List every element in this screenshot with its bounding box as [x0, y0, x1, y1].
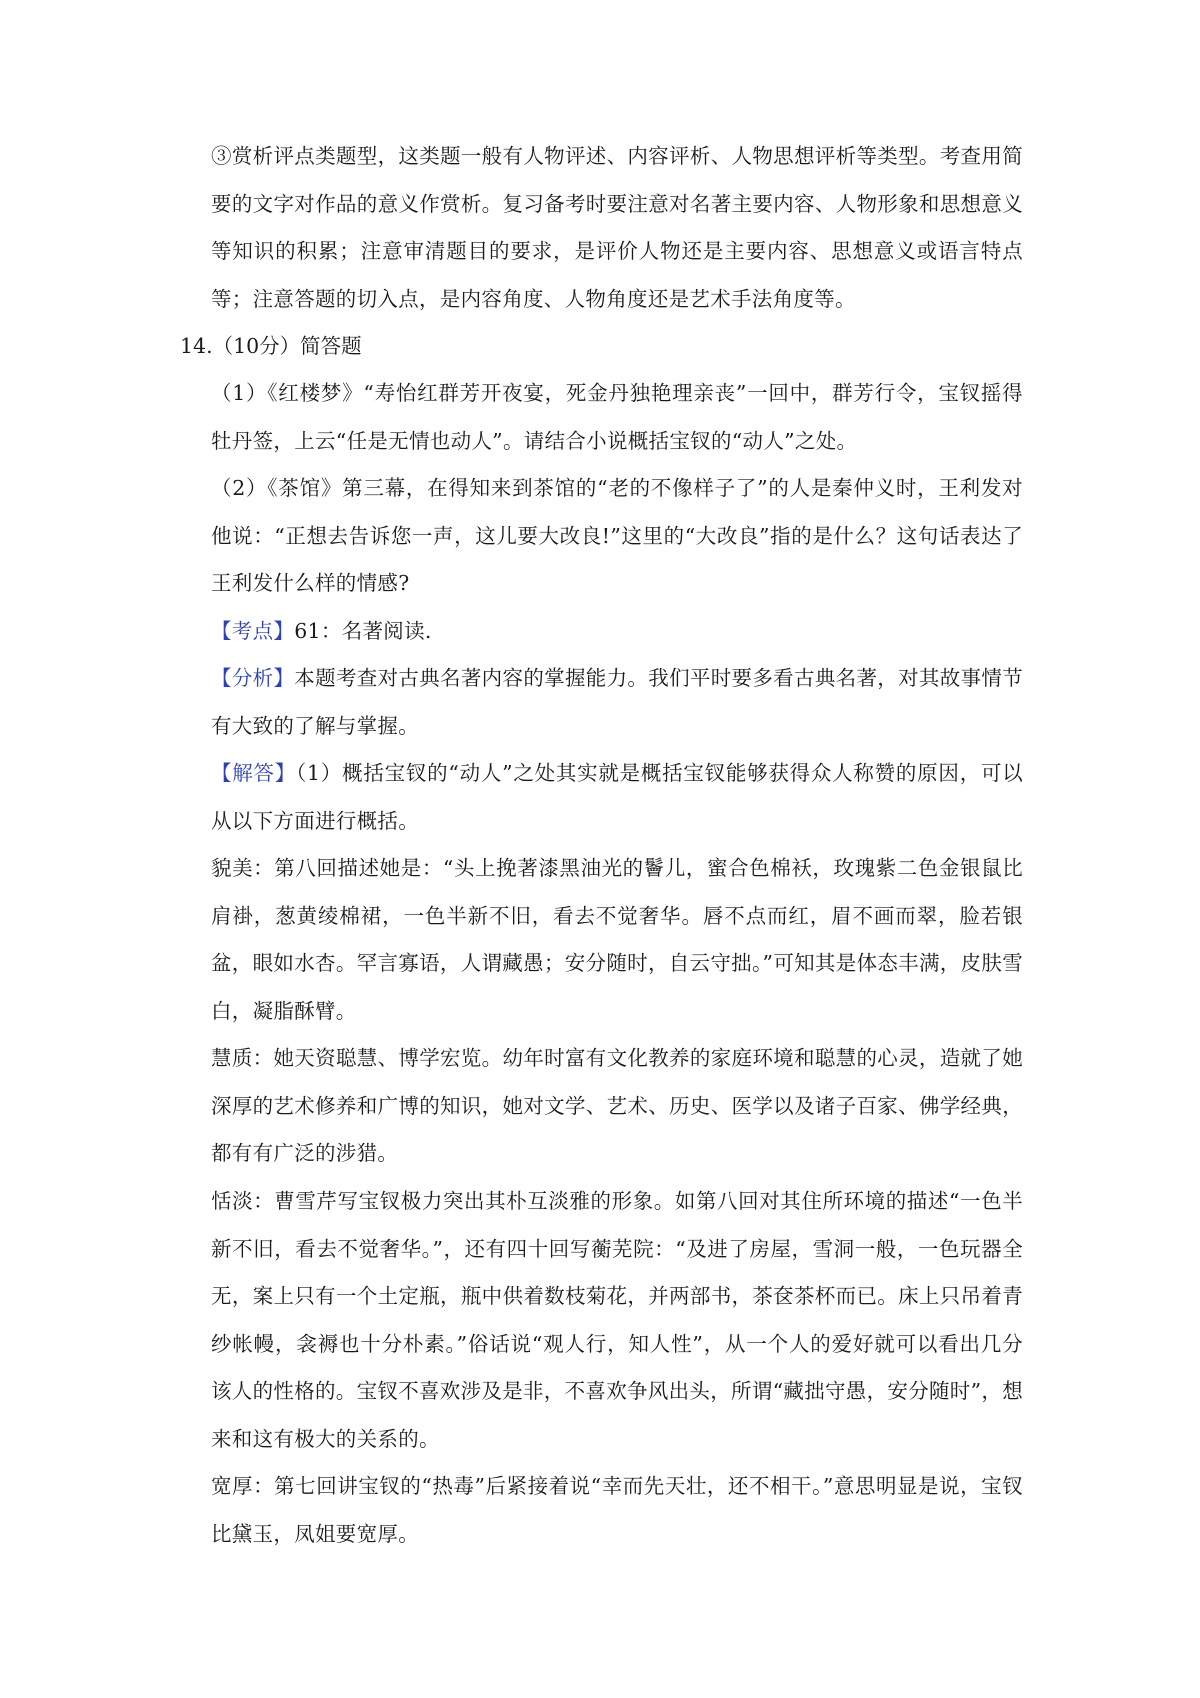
- fenxi-text: 本题考查对古典名著内容的掌握能力。我们平时要多看古典名著，对其故事情节有大致的了解与掌握。: [211, 666, 1024, 738]
- question-part-2: （2）《茶馆》第三幕，在得知来到茶馆的“老的不像样子了”的人是秦仲义时，王利发对他说：“正想去告诉您一声，这儿要大改良!”这里的“大改良”指的是什么？这句话表达了王利发什么样的情感?: [211, 476, 1023, 595]
- fenxi-section: [211, 655, 1023, 750]
- kaodian-tag: 【考点】: [211, 619, 295, 643]
- kaodian-section: [211, 608, 1023, 656]
- point-appearance: 貌美：第八回描述她是：“头上挽著漆黑油光的鬠儿，蜜合色棉袄，玫瑰紫二色金银鼠比肩褂，葱黄绫棉裙，一色半新不旧，看去不觉奢华。唇不点而红，眉不画而翠，脸若银盆，眼如水杏。罕言寡语，人谓藏愚；安分随时，自云守拙。”可知其是体态丰满，皮肤雪白，凝脂酥臂。: [211, 856, 1023, 1023]
- point-tranquility: 恬淡：曹雪芹写宝钗极力突出其朴互淡雅的形象。如第八回对其住所环境的描述“一色半新不旧，看去不觉奢华。”，还有四十回写蘅芜院：“及进了房屋，雪洞一般，一色玩器全无，案上只有一个土定瓶，瓶中供着数枝菊花，并两部书，茶奁茶杯而已。床上只吊着青纱帐幔，衾褥也十分朴素。”俗话说“观人行，知人性”，从一个人的爱好就可以看出几分该人的性格的。宝钗不喜欢涉及是非，不喜欢争风出头，所谓“藏拙守愚，安分随时”，想来和这有极大的关系的。: [211, 1189, 1023, 1451]
- intro-paragraph: ③赏析评点类题型，这类题一般有人物评述、内容评析、人物思想评析等类型。考查用简要的文字对作品的意义作赏析。复习备考时要注意对名著主要内容、人物形象和思想意义等知识的积累；注意审清题目的要求，是评价人物还是主要内容、思想意义或语言特点等；注意答题的切入点，是内容角度、人物角度还是艺术手法角度等。: [211, 144, 1023, 311]
- kaodian-text: 61：名著阅读.: [294, 619, 432, 643]
- fenxi-tag: 【分析】: [211, 666, 295, 690]
- point-intelligence: 慧质：她天资聪慧、博学宏览。幼年时富有文化教养的家庭环境和聪慧的心灵，造就了她深厚的艺术修养和广博的知识，她对文学、艺术、历史、医学以及诸子百家、佛学经典，都有有广泛的涉猎。: [211, 1046, 1023, 1165]
- jieda-text: （1）概括宝钗的“动人”之处其实就是概括宝钗能够获得众人称赞的原因，可以从以下方面进行概括。: [211, 761, 1023, 833]
- point-generosity: 宽厚：第七回讲宝钗的“热毒”后紧接着说“幸而先天壮，还不相干。”意思明显是说，宝钗比黛玉，凤姐要宽厚。: [211, 1474, 1023, 1546]
- jieda-tag: 【解答】: [211, 761, 297, 785]
- question-header: 14.（10分）简答题: [180, 334, 362, 358]
- jieda-section: [211, 750, 1023, 845]
- question-part-1: （1）《红楼梦》“寿怡红群芳开夜宴，死金丹独艳理亲丧”一回中，群芳行令，宝钗摇得牡丹签，上云“任是无情也动人”。请结合小说概括宝钗的“动人”之处。: [211, 381, 1023, 453]
